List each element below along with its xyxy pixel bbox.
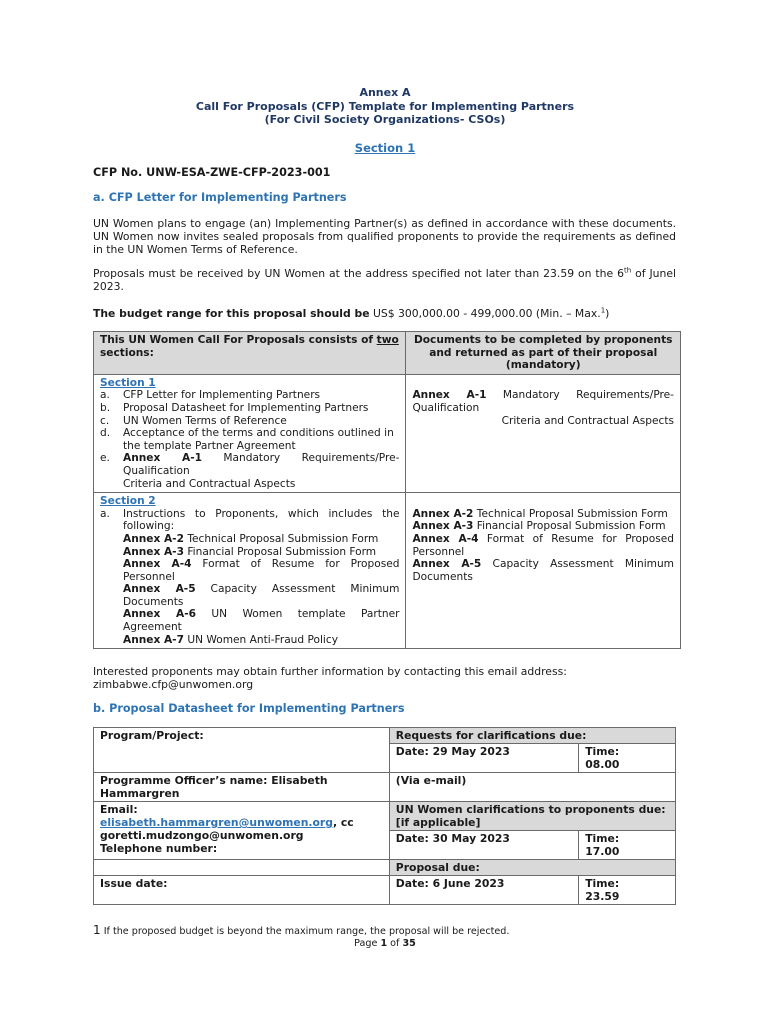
deadline-sup: th: [623, 266, 632, 275]
clarification-date: Date: 29 May 2023: [389, 744, 578, 773]
annex-label: Annex A-3: [412, 520, 474, 533]
sections-table: [93, 331, 681, 649]
deadline-paragraph: [93, 267, 676, 293]
deadline-suffix: of Junel 2023.: [93, 267, 676, 293]
budget-line: [93, 307, 609, 320]
datasheet-row-1: [94, 728, 676, 744]
page-of: of: [387, 938, 403, 949]
blank-cell: [94, 860, 390, 876]
officer-email-link[interactable]: elisabeth.hammargren@unwomen.org: [100, 816, 333, 829]
item-marker: e.: [100, 452, 110, 465]
annex-label: Annex A-2: [123, 532, 184, 545]
section-1-list: [100, 389, 399, 452]
email-cell: [94, 802, 390, 860]
section-1-label-link[interactable]: Section 1: [100, 376, 156, 389]
clarification-time: [579, 744, 676, 773]
annex-a1-text: Mandatory Requirements/Pre-Qualification: [123, 452, 400, 477]
section-2-right-annex: [412, 520, 674, 533]
header-left-end: sections:: [100, 346, 154, 359]
annex-text: UN Women Anti-Fraud Policy: [183, 633, 338, 646]
annex-label: Annex A-3: [123, 545, 184, 558]
budget-label: The budget range for this proposal should be: [93, 307, 370, 320]
page-number: [0, 938, 770, 949]
sections-table-header: [94, 332, 681, 375]
footnote: [93, 923, 509, 937]
annex-label: Annex A-6: [123, 608, 196, 621]
section-1-left: [94, 374, 406, 492]
contact-block: [93, 665, 567, 691]
annex-label: Annex A-4: [412, 532, 479, 545]
time-label: Time:: [585, 745, 620, 758]
annex-text: Format of Resume for Proposed Personnel: [123, 558, 400, 583]
section-2-annex-list: [100, 533, 399, 646]
datasheet-row-6: [94, 860, 676, 876]
email-cc: , cc: [332, 816, 354, 829]
annex-text: Technical Proposal Submission Form: [473, 507, 668, 520]
annex-text: Capacity Assessment Minimum Documents: [123, 583, 400, 608]
cso-subtitle: (For Civil Society Organizations- CSOs): [264, 113, 506, 126]
annex-a1-label: Annex A-1: [123, 452, 202, 465]
item-marker: c.: [100, 414, 110, 427]
item-marker: a.: [100, 389, 110, 402]
item-marker: b.: [100, 401, 111, 414]
issue-date-label: Issue date:: [94, 876, 390, 905]
footnote-number: 1: [93, 923, 101, 937]
item-text: [123, 452, 399, 490]
time-label: Time:: [585, 832, 620, 845]
annex-label: Annex A-7: [123, 633, 184, 646]
annex-a1-continuation: Criteria and Contractual Aspects: [123, 477, 296, 490]
section-2-annex: [123, 634, 399, 647]
item-text: CFP Letter for Implementing Partners: [123, 389, 321, 402]
header-left-text: This UN Women Call For Proposals consists of: [100, 334, 377, 346]
annex-text: Technical Proposal Submission Form: [183, 532, 379, 545]
annex-label: Annex A-5: [123, 583, 196, 596]
item-marker: d.: [100, 427, 111, 440]
section-2-annex: [123, 583, 399, 608]
page-current: 1: [380, 938, 388, 949]
intro-paragraph: UN Women plans to engage (an) Implementing Partner(s) as defined in accordance with these documents. UN Women now invites sealed proposals from qualified proponents to provide the requirements as defined in the UN Women Terms of Reference.: [93, 217, 676, 256]
section-1-item-e: [100, 452, 399, 490]
section-2-right-annex: [412, 508, 674, 521]
item-text: Instructions to Proponents, which includes the following:: [123, 507, 400, 533]
uw-clarification-label: UN Women clarifications to proponents due: [if applicable]: [389, 802, 675, 831]
section-2-row: [94, 493, 681, 649]
annex-text: Format of Resume for Proposed Personnel: [412, 532, 674, 558]
proposal-due-time: [579, 876, 676, 905]
uw-clarification-time: [579, 831, 676, 860]
annex-text: UN Women template Partner Agreement: [123, 608, 400, 634]
footnote-ref[interactable]: 1: [600, 306, 606, 315]
time-value: 23.59: [585, 890, 620, 903]
section-1-item: [100, 402, 399, 415]
section-1-link[interactable]: Section 1: [354, 141, 416, 155]
officer-name: Programme Officer’s name: Elisabeth Hammargren: [94, 773, 390, 802]
annex-label: Annex A-5: [412, 558, 482, 571]
section-2-left: [94, 493, 406, 649]
datasheet-table: [93, 727, 676, 905]
header-left-two: two: [376, 334, 399, 346]
page-prefix: Page: [354, 938, 381, 949]
footnote-text: If the proposed budget is beyond the maximum range, the proposal will be rejected.: [100, 926, 510, 937]
section-1-item: [100, 415, 399, 428]
item-marker: a.: [100, 507, 110, 520]
annex-title: Annex A: [359, 86, 411, 99]
section-2-right-list: [412, 508, 674, 584]
contact-email[interactable]: zimbabwe.cfp@unwomen.org: [93, 678, 254, 691]
section-b-heading: b. Proposal Datasheet for Implementing Partners: [93, 702, 405, 715]
annex-text: Capacity Assessment Minimum Documents: [412, 558, 674, 583]
section-2-annex: [123, 533, 399, 546]
annex-a1-right-continuation: Criteria and Contractual Aspects: [501, 414, 674, 427]
section-a-heading: a. CFP Letter for Implementing Partners: [93, 191, 347, 204]
cfp-number: CFP No. UNW-ESA-ZWE-CFP-2023-001: [93, 166, 331, 179]
annex-text: Financial Proposal Submission Form: [183, 545, 377, 558]
budget-value: US$ 300,000.00 - 499,000.00 (Min. – Max.: [369, 307, 601, 320]
sections-header-right: Documents to be completed by proponents and returned as part of their proposal (mandatory): [406, 332, 681, 375]
section-2-label-link[interactable]: Section 2: [100, 495, 156, 508]
section-1-item: [100, 427, 399, 452]
section-2-right: [406, 493, 681, 649]
datasheet-row-3: [94, 773, 676, 802]
proposal-due-label: Proposal due:: [389, 860, 675, 876]
email-label: Email:: [100, 803, 138, 816]
telephone-label: Telephone number:: [100, 842, 218, 855]
item-text: UN Women Terms of Reference: [123, 414, 287, 427]
sections-header-left: [94, 332, 406, 375]
section-2-right-annex: [412, 533, 674, 558]
budget-end: ): [605, 307, 610, 320]
annex-text: Financial Proposal Submission Form: [473, 520, 666, 533]
time-value: 08.00: [585, 758, 620, 771]
section-2-item-a: [100, 508, 399, 533]
datasheet-row-4: [94, 802, 676, 831]
cc-email: goretti.mudzongo@unwomen.org: [100, 829, 304, 842]
section-1-right-annex: [412, 389, 674, 414]
section-1-row: [94, 374, 681, 492]
uw-clarification-date: Date: 30 May 2023: [389, 831, 578, 860]
time-value: 17.00: [585, 845, 620, 858]
section-2-annex: [123, 558, 399, 583]
section-1-right: [406, 374, 681, 492]
page-total: 35: [402, 938, 416, 949]
item-text: Proposal Datasheet for Implementing Partners: [123, 401, 369, 414]
time-label: Time:: [585, 877, 620, 890]
section-1-item: [100, 389, 399, 402]
section-2-annex: [123, 608, 399, 633]
section-2-annex: [123, 546, 399, 559]
datasheet-row-7: [94, 876, 676, 905]
proposal-due-date: Date: 6 June 2023: [389, 876, 578, 905]
annex-a1-right-text: Mandatory Requirements/Pre-Qualification: [412, 389, 674, 414]
program-label: Program/Project:: [94, 728, 390, 773]
contact-text: Interested proponents may obtain further information by contacting this email address:: [93, 665, 567, 678]
deadline-text: Proposals must be received by UN Women at the address specified not later than 23.59 on the 6: [93, 267, 624, 280]
annex-label: Annex A-2: [412, 507, 474, 520]
annex-label: Annex A-4: [123, 558, 192, 571]
clarification-label: Requests for clarifications due:: [389, 728, 675, 744]
via-email: (Via e-mail): [389, 773, 675, 802]
item-text: Acceptance of the terms and conditions outlined in the template Partner Agreement: [123, 427, 394, 452]
annex-a1-right-label: Annex A-1: [412, 389, 487, 402]
section-2-right-annex: [412, 558, 674, 583]
cfp-template-title: Call For Proposals (CFP) Template for Implementing Partners: [195, 100, 575, 113]
